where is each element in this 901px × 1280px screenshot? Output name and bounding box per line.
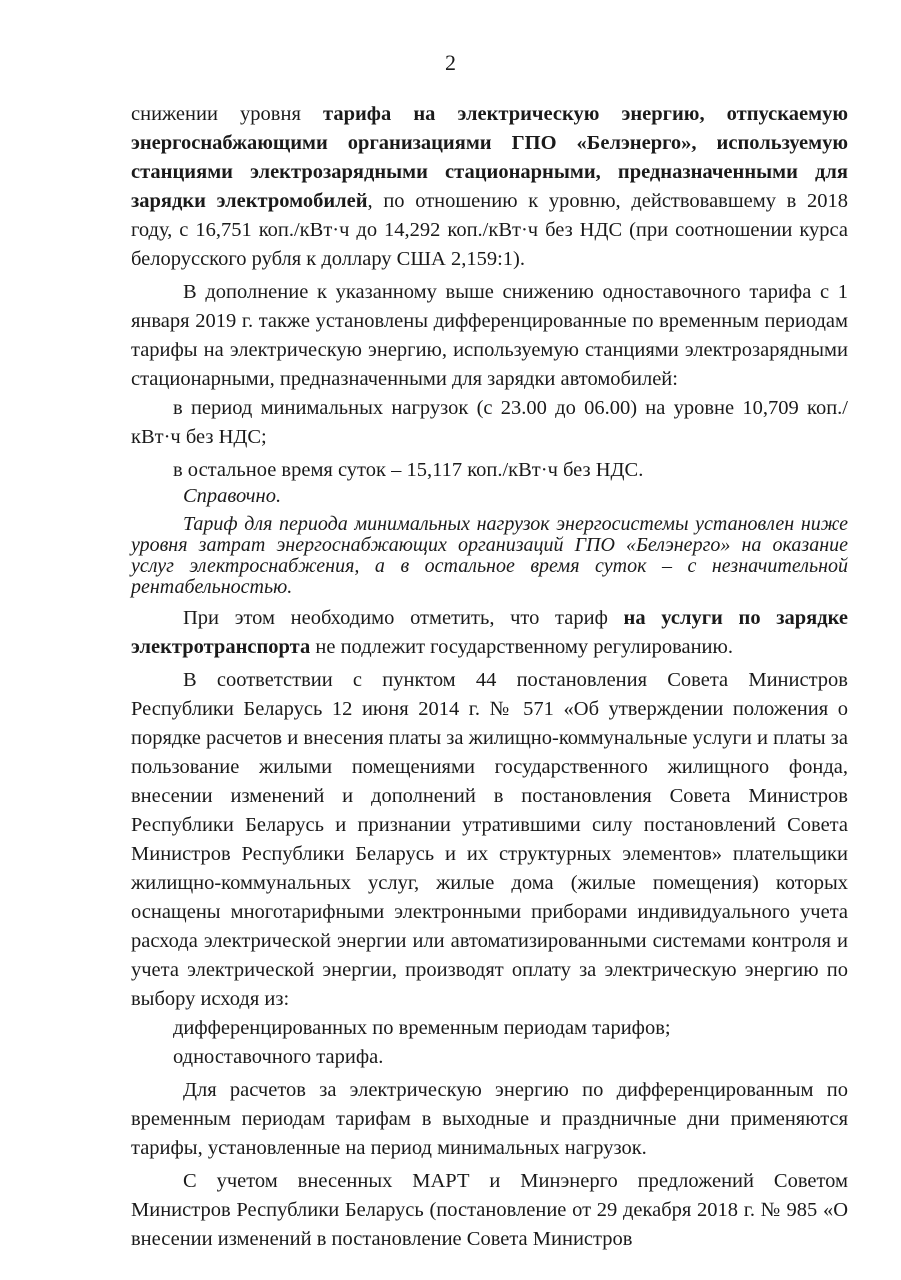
paragraph-charging-services [131, 604, 848, 662]
list-item-rest-of-day: в остальное время суток – 15,117 коп./кВт·ч без НДС. [173, 459, 644, 481]
paragraph-resolution-985: С учетом внесенных МАРТ и Минэнерго предложений Советом Министров Республики Беларусь (постановление от 29 декабря 2018 г. № 985 «О внесении изменений в постановление Совета Министров [131, 1170, 848, 1250]
note-heading: Справочно. [183, 485, 282, 507]
page-number: 2 [445, 50, 456, 75]
text-run: При этом необходимо отметить, что тариф [183, 607, 624, 629]
paragraph-differentiated-tariffs: В дополнение к указанному выше снижению одноставочного тарифа с 1 января 2019 г. также установлены дифференцированные по временным периодам тарифы на электрическую энергию, используемую станциями электрозарядными стационарными, предназначенными для зарядки автомобилей: [131, 281, 848, 390]
text-run: снижении уровня [131, 103, 323, 125]
paragraph-resolution-571: В соответствии с пунктом 44 постановления Совета Министров Республики Беларусь 12 июня 2014 г. № 571 «Об утверждении положения о порядке расчетов и внесения платы за жилищно-коммунальные услуги и платы за пользование жилыми помещениями государственного жилищного фонда, внесении изменений и дополнений в постановления Совета Министров Республики Беларусь и признании утратившими силу постановлений Совета Министров Республики Беларусь и их структурных элементов» плательщики жилищно-коммунальных услуг, жилые дома (жилые помещения) которых оснащены многотарифными электронными приборами индивидуального учета расхода электрической энергии или автоматизированными системами контроля и учета электрической энергии, производят оплату за электрическую энергию по выбору исходя из: [131, 669, 848, 1010]
text-run: , по отношению к уровню, действовавшему в 2018 году, с 16,751 коп./кВт·ч до 14,292 коп./кВт·ч без НДС (при соотношении курса белорусского рубля к доллару США 2,159:1). [131, 190, 848, 270]
bold-run: тарифа на электрическую энергию, отпускаемую энергоснабжающими организациями ГПО «Белэнерго», используемую станциями электрозарядными стационарными, предназначенными для зарядки электромобилей [131, 103, 848, 212]
list-item-minimal-load: в период минимальных нагрузок (с 23.00 до 06.00) на уровне 10,709 коп./кВт·ч без НДС; [131, 397, 848, 448]
text-run: не подлежит государственному регулированию. [310, 636, 733, 658]
bold-run: на услуги по зарядке электротранспорта [131, 607, 849, 658]
list-item-differentiated: дифференцированных по временным периодам тарифов; [173, 1017, 671, 1039]
document-body [131, 100, 848, 1254]
note-body: Тариф для периода минимальных нагрузок энергосистемы установлен ниже уровня затрат энергоснабжающих организаций ГПО «Белэнерго» на оказание услуг электроснабжения, а в остальное время суток – с незначительной рентабельностью. [131, 513, 848, 598]
paragraph-tariff-reduction [131, 100, 848, 274]
list-item-single-rate: одноставочного тарифа. [173, 1046, 384, 1068]
paragraph-weekend-tariffs: Для расчетов за электрическую энергию по дифференцированным по временным периодам тарифам в выходные и праздничные дни применяются тарифы, установленные на период минимальных нагрузок. [131, 1079, 848, 1159]
